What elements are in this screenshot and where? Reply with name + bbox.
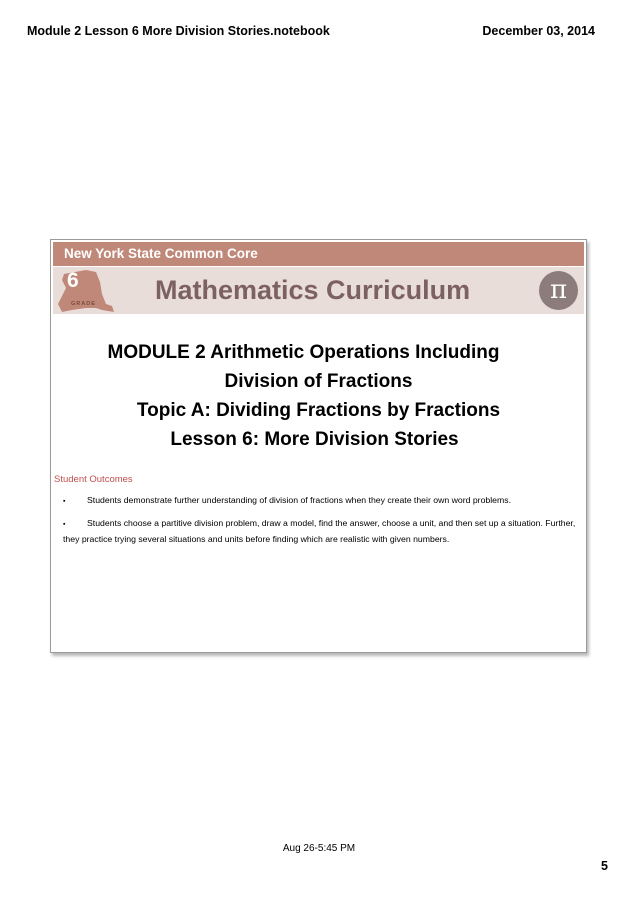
- grade-number: 6: [67, 269, 79, 292]
- bullet-icon: ▪: [63, 521, 66, 528]
- title-line-division: Division of Fractions: [224, 371, 413, 392]
- list-item: [63, 516, 577, 546]
- outcome-text: Students demonstrate further understanding of division of fractions when they create their own word problems.: [87, 495, 511, 505]
- document-title: Module 2 Lesson 6 More Division Stories.notebook: [27, 24, 330, 38]
- outcomes-list: [63, 493, 577, 553]
- slide-image: [50, 239, 587, 653]
- page-number: 5: [601, 859, 608, 873]
- slide-timestamp: Aug 26-5:45 PM: [282, 843, 356, 854]
- curriculum-banner: [53, 267, 584, 314]
- grade-label: GRADE: [71, 301, 96, 307]
- title-line-topic: Topic A: Dividing Fractions by Fractions: [136, 400, 501, 421]
- document-date: December 03, 2014: [482, 24, 595, 38]
- new-york-state-icon: [56, 268, 116, 314]
- lesson-title: [51, 338, 586, 454]
- title-line-module: MODULE 2 Arithmetic Operations Including: [107, 342, 500, 363]
- outcomes-heading: Student Outcomes: [54, 474, 133, 485]
- title-line-lesson: Lesson 6: More Division Stories: [170, 429, 459, 450]
- curriculum-title: Mathematics Curriculum: [155, 275, 471, 305]
- list-item: [63, 493, 577, 509]
- pi-icon: π: [539, 271, 578, 310]
- bullet-icon: ▪: [63, 498, 66, 505]
- banner-title: New York State Common Core: [53, 242, 584, 266]
- outcome-text: Students choose a partitive division problem, draw a model, find the answer, choose a unit, and then set up a situation. Further, they practice trying several situations and units before finding which are realistic with given numbers.: [63, 518, 576, 544]
